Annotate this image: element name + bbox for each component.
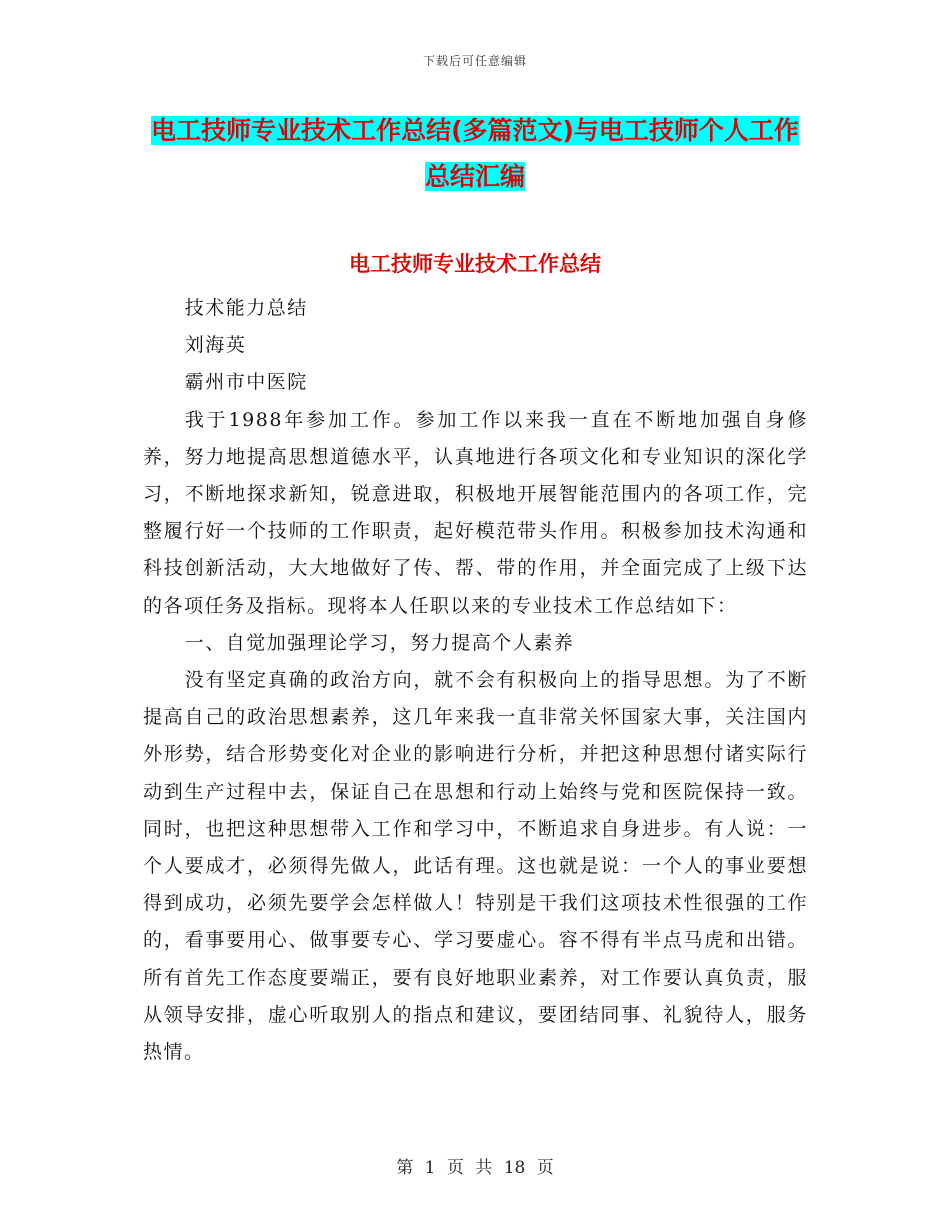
paragraph-author: 刘海英: [184, 334, 247, 357]
document-body: [143, 290, 808, 1071]
paragraph-report-type: 技术能力总结: [184, 297, 308, 319]
paragraph-section-one: 没有坚定真确的政治方向，就不会有积极向上的指导思想。为了不断提高自己的政治思想素养，这几年来我一直非常关怀国家大事，关注国内外形势，结合形势变化对企业的影响进行分析，并把这种思想付诸实际行动到生产过程中去，保证自己在思想和行动上始终与党和医院保持一致。同时，也把这种思想带入工作和学习中，不断追求自身进步。有人说：一个人要成才，必须得先做人，此话有理。这也就是说：一个人的事业要想得到成功，必须先要学会怎样做人！特别是干我们这项技术性很强的工作的，看事要用心、做事要专心、学习要虚心。容不得有半点马虎和出错。所有首先工作态度要端正，要有良好地职业素养，对工作要认真负责，服从领导安排，虚心听取别人的指点和建议，要团结同事、礼貌待人，服务热情。: [143, 669, 808, 1064]
document-title: [150, 108, 800, 200]
paragraph-heading-one: 一、自觉加强理论学习，努力提高个人素养: [184, 631, 575, 654]
section-title: 电工技师专业技术工作总结: [349, 252, 601, 276]
page-footer: 第 1 页 共 18 页: [396, 1158, 554, 1178]
paragraph-introduction: 我于1988年参加工作。参加工作以来我一直在不断地加强自身修养，努力地提高思想道德水平，认真地进行各项文化和专业知识的深化学习，不断地探求新知，锐意进取，积极地开展智能范围内的各项工作，完整履行好一个技师的工作职责，起好模范带头作用。积极参加技术沟通和科技创新活动，大大地做好了传、帮、带的作用，并全面完成了上级下达的各项任务及指标。现将本人任职以来的专业技术工作总结如下：: [143, 408, 808, 617]
header-note: 下载后可任意编辑: [422, 54, 527, 68]
paragraph-organization: 霸州市中医院: [184, 371, 308, 394]
document-title-text: 电工技师专业技术工作总结(多篇范文)与电工技师个人工作总结汇编: [151, 116, 799, 191]
